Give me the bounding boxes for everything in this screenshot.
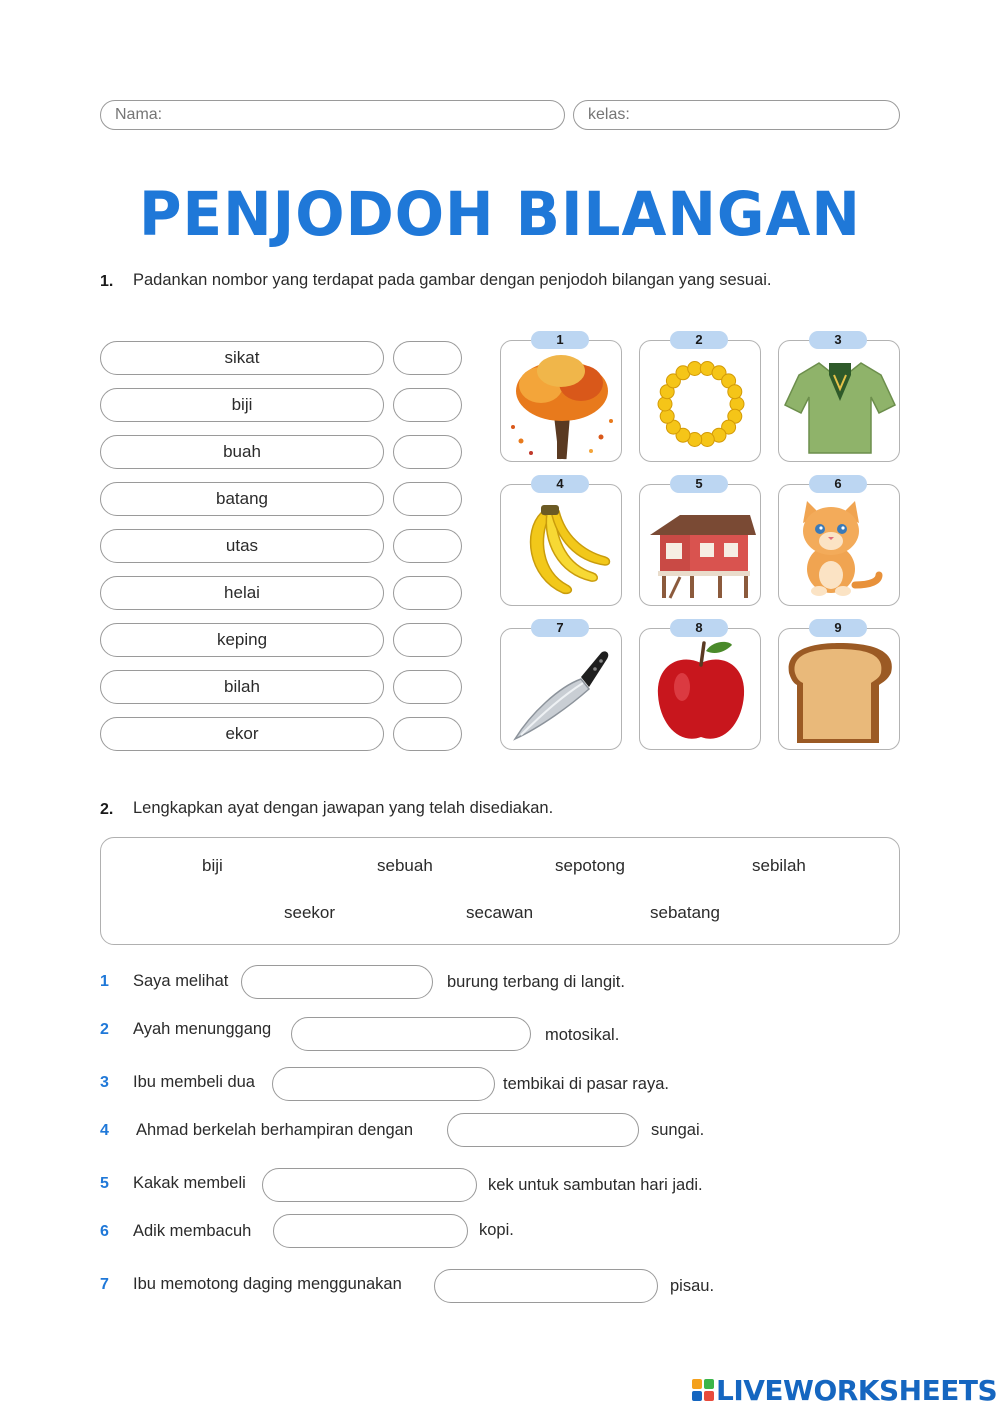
bead (728, 385, 742, 399)
sentence-number: 6 (100, 1223, 109, 1240)
word-item: bilah (100, 670, 384, 704)
picture-card (639, 628, 761, 750)
picture-card (639, 340, 761, 462)
page-title: PENJODOH BILANGAN (139, 178, 861, 250)
picture-number: 2 (670, 331, 728, 349)
picture-number: 4 (531, 475, 589, 493)
sentence-answer-box[interactable] (434, 1269, 658, 1303)
word-item: utas (100, 529, 384, 563)
bank-word[interactable]: secawan (466, 903, 534, 922)
picture-number: 7 (531, 619, 589, 637)
sentence-number: 1 (100, 973, 109, 990)
brand-logo (692, 1374, 997, 1406)
brand-name: LIVEWORKSHEETS (716, 1373, 998, 1407)
cat-icon (779, 485, 900, 606)
sentence-after: pisau. (670, 1277, 715, 1295)
picture-number: 9 (809, 619, 867, 637)
sentence-after: tembikai di pasar raya. (503, 1075, 669, 1093)
sentence-after: sungai. (651, 1121, 705, 1139)
picture-card (778, 628, 900, 750)
sentence-number: 3 (100, 1074, 109, 1091)
picture-number: 6 (809, 475, 867, 493)
sentence-answer-box[interactable] (273, 1214, 468, 1248)
answer-box[interactable] (393, 623, 462, 657)
bead (730, 397, 744, 411)
bank-word[interactable]: sepotong (555, 856, 625, 875)
sentence-after: motosikal. (545, 1026, 620, 1044)
bracelet-icon (640, 341, 761, 462)
name-field[interactable] (100, 100, 565, 130)
sentence-before: Ahmad berkelah berhampiran dengan (136, 1121, 414, 1139)
section1-number: 1. (100, 273, 114, 290)
shirt-icon (779, 341, 900, 462)
answer-box[interactable] (393, 576, 462, 610)
sentence-before: Ibu memotong daging menggunakan (133, 1275, 402, 1293)
sentence-answer-box[interactable] (241, 965, 433, 999)
sentence-after: kek untuk sambutan hari jadi. (488, 1176, 703, 1194)
picture-card (639, 484, 761, 606)
word-item: keping (100, 623, 384, 657)
sentence-number: 7 (100, 1276, 109, 1293)
picture-card (500, 628, 622, 750)
picture-card (778, 340, 900, 462)
picture-number: 5 (670, 475, 728, 493)
word-item: biji (100, 388, 384, 422)
sentence-number: 4 (100, 1122, 109, 1139)
answer-box[interactable] (393, 482, 462, 516)
sentence-number: 2 (100, 1021, 109, 1038)
sentence-before: Kakak membeli (133, 1174, 246, 1192)
banana-icon (501, 485, 622, 606)
bead (658, 397, 672, 411)
answer-box[interactable] (393, 529, 462, 563)
picture-number: 1 (531, 331, 589, 349)
bank-word[interactable]: seekor (284, 903, 336, 922)
bread-icon (779, 629, 900, 750)
section2-number: 2. (100, 801, 114, 818)
tree-icon (501, 341, 622, 462)
sentence-before: Saya melihat (133, 972, 229, 990)
sentence-before: Adik membacuh (133, 1222, 252, 1240)
section2-instruction: Lengkapkan ayat dengan jawapan yang telah disediakan. (133, 799, 554, 817)
answer-box[interactable] (393, 388, 462, 422)
knife-icon (501, 629, 622, 750)
sentence-number: 5 (100, 1175, 109, 1192)
sentence-before: Ayah menunggang (133, 1020, 272, 1038)
word-item: sikat (100, 341, 384, 375)
brand-mark-icon (692, 1379, 714, 1401)
picture-card (778, 484, 900, 606)
sentence-before: Ibu membeli dua (133, 1073, 255, 1091)
bank-word[interactable]: biji (202, 856, 223, 875)
bead (688, 362, 702, 376)
house-icon (640, 485, 761, 606)
bank-word[interactable]: sebatang (650, 903, 720, 922)
sentence-after: kopi. (479, 1221, 514, 1239)
picture-card (500, 484, 622, 606)
picture-number: 8 (670, 619, 728, 637)
answer-box[interactable] (393, 717, 462, 751)
class-field[interactable] (573, 100, 900, 130)
answer-box[interactable] (393, 435, 462, 469)
bead (660, 409, 674, 423)
picture-card (500, 340, 622, 462)
sentence-answer-box[interactable] (291, 1017, 531, 1051)
answer-box[interactable] (393, 670, 462, 704)
word-item: ekor (100, 717, 384, 751)
bank-word[interactable]: sebilah (752, 856, 806, 875)
apple-icon (640, 629, 761, 750)
word-item: batang (100, 482, 384, 516)
picture-number: 3 (809, 331, 867, 349)
word-item: helai (100, 576, 384, 610)
sentence-after: burung terbang di langit. (447, 973, 625, 991)
sentence-answer-box[interactable] (272, 1067, 495, 1101)
bead (700, 433, 714, 447)
bank-word[interactable]: sebuah (377, 856, 433, 875)
word-bank (100, 837, 900, 945)
section1-instruction: Padankan nombor yang terdapat pada gambar dengan penjodoh bilangan yang sesuai. (133, 271, 772, 289)
sentence-answer-box[interactable] (447, 1113, 639, 1147)
word-item: buah (100, 435, 384, 469)
sentence-answer-box[interactable] (262, 1168, 477, 1202)
answer-box[interactable] (393, 341, 462, 375)
